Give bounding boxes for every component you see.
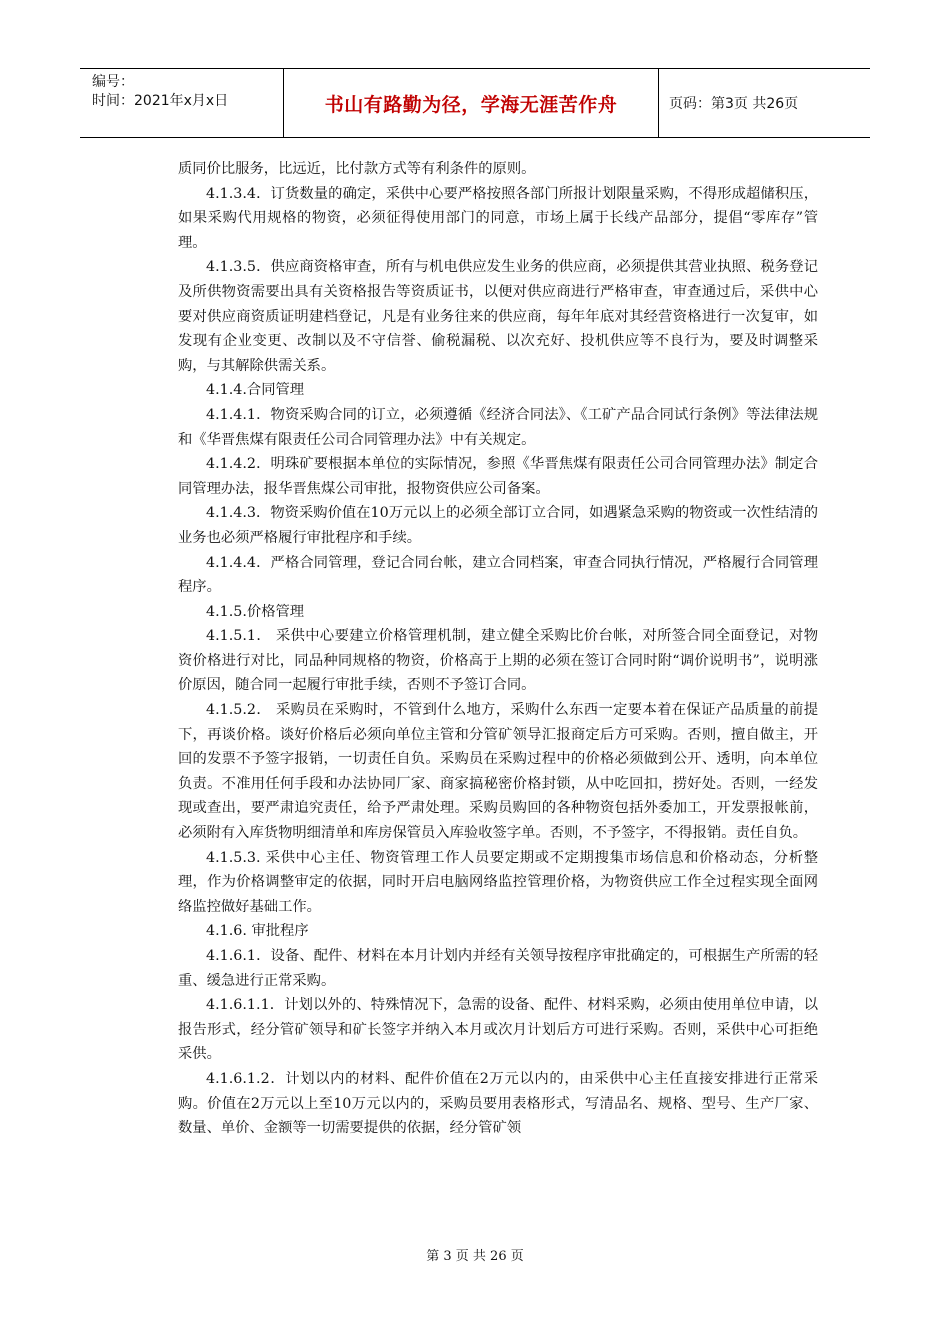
paragraph: 4.1.5.3. 采供中心主任、物资管理工作人员要定期或不定期搜集市场信息和价格动态，分析整理，作为价格调整审定的依据，同时开启电脑网络监控管理价格，为物资供应工作全过程实现全面网络监控做好基础工作。 bbox=[178, 849, 818, 915]
page-footer: 第 3 页 共 26 页 bbox=[426, 1249, 524, 1264]
header-meta-cell bbox=[80, 69, 284, 137]
page-header bbox=[80, 68, 870, 138]
paragraph: 4.1.4.1．物资采购合同的订立，必须遵循《经济合同法》、《工矿产品合同试行条例》等法律法规和《华晋焦煤有限责任公司合同管理办法》中有关规定。 bbox=[178, 406, 818, 448]
paragraph: 4.1.5.价格管理 bbox=[206, 603, 305, 620]
paragraph: 4.1.3.4．订货数量的确定，采供中心要严格按照各部门所报计划限量采购，不得形成超储积压，如果采购代用规格的物资，必须征得使用部门的同意，市场上属于长线产品部分，提倡“零库存”管理。 bbox=[178, 185, 818, 251]
paragraph: 4.1.5.1． 采供中心要建立价格管理机制，建立健全采购比价台帐，对所签合同全面登记，对物资价格进行对比，同品种同规格的物资，价格高于上期的必须在签订合同时附“调价说明书”，说明涨价原因，随合同一起履行审批手续，否则不予签订合同。 bbox=[178, 628, 818, 694]
paragraph: 4.1.6.1．设备、配件、材料在本月计划内并经有关领导按程序审批确定的，可根据生产所需的轻重、缓急进行正常采购。 bbox=[178, 948, 818, 989]
time-label: 时间：2021年x月x日 bbox=[92, 93, 229, 109]
paragraph: 4.1.6.1.1．计划以外的、特殊情况下，急需的设备、配件、材料采购，必须由使用单位申请，以报告形式，经分管矿领导和矿长签字并纳入本月或次月计划后方可进行采购。否则，采供中心可拒绝采供。 bbox=[178, 997, 818, 1063]
document-body bbox=[178, 157, 818, 1141]
paragraph: 4.1.3.5．供应商资格审查，所有与机电供应发生业务的供应商，必须提供其营业执照、税务登记及所供物资需要出具有关资格报告等资质证书，以便对供应商进行严格审查，审查通过后，采供中心要对供应商资质证明建档登记，凡是有业务往来的供应商，每年年底对其经营资格进行一次复审，如发现有企业变更、改制以及不守信誉、偷税漏税、以次充好、投机供应等不良行为，要及时调整采购，与其解除供需关系。 bbox=[178, 259, 818, 374]
paragraph: 4.1.5.2． 采购员在采购时，不管到什么地方，采购什么东西一定要本着在保证产品质量的前提下，再谈价格。谈好价格后必须向单位主管和分管矿领导汇报商定后方可采购。否则，擅自做主，开回的发票不予签字报销，一切责任自负。采购员在采购过程中的价格必须做到公开、透明，向本单位负责。不准用任何手段和办法协同厂家、商家搞秘密价格封锁，从中吃回扣，捞好处。否则，一经发现或查出，要严肃追究责任，给予严肃处理。采购员购回的各种物资包括外委加工，开发票报帐前，必须附有入库货物明细清单和库房保管员入库验收签字单。否则，不予签字，不得报销。责任自负。 bbox=[178, 702, 818, 842]
paragraph: 4.1.4.2．明珠矿要根据本单位的实际情况，参照《华晋焦煤有限责任公司合同管理办法》制定合同管理办法，报华晋焦煤公司审批，报物资供应公司备案。 bbox=[178, 456, 818, 497]
paragraph: 4.1.4.4．严格合同管理，登记合同台帐，建立合同档案，审查合同执行情况，严格履行合同管理程序。 bbox=[178, 554, 818, 596]
paragraph: 4.1.6. 审批程序 bbox=[206, 923, 309, 940]
paragraph: 4.1.6.1.2．计划以内的材料、配件价值在2万元以内的，由采供中心主任直接安排进行正常采购。价值在2万元以上至10万元以内的，采购员要用表格形式，写清品名、规格、型号、生产厂家、数量、单价、金额等一切需要提供的依据，经分管矿领 bbox=[178, 1070, 818, 1137]
paragraph: 4.1.4.3．物资采购价值在10万元以上的必须全部订立合同，如遇紧急采购的物资或一次性结清的业务也必须严格履行审批程序和手续。 bbox=[178, 505, 818, 546]
paragraph: 质同价比服务，比远近，比付款方式等有利条件的原则。 bbox=[178, 161, 536, 177]
number-label: 编号： bbox=[92, 74, 134, 90]
paragraph: 4.1.4.合同管理 bbox=[206, 382, 305, 399]
header-page-code: 页码：第3页 共26页 bbox=[669, 96, 799, 112]
header-motto: 书山有路勤为径，学海无涯苦作舟 bbox=[284, 69, 659, 137]
